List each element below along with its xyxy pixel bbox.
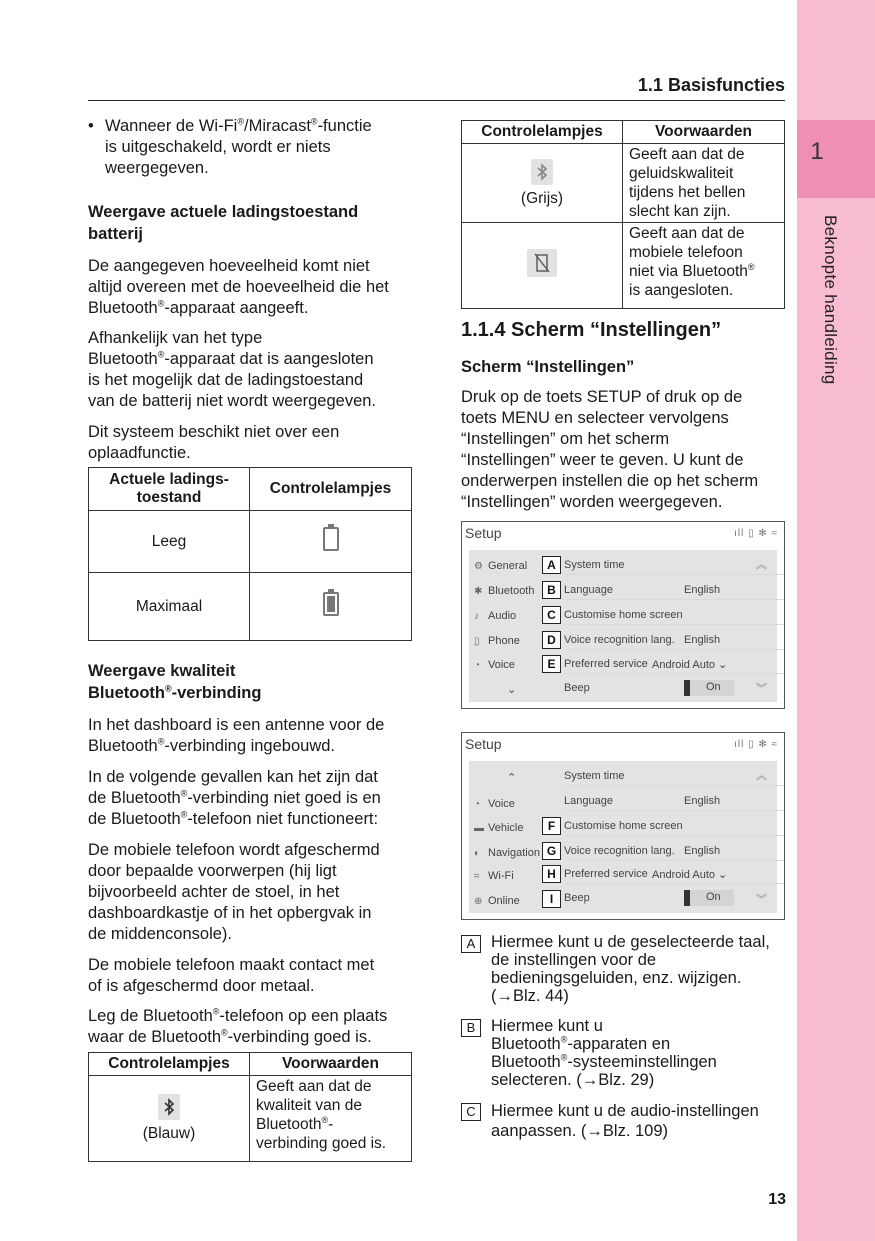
p6-line-2: door bepaalde voorwerpen (hij ligt	[88, 862, 337, 880]
callout-badge: C	[542, 606, 561, 624]
bt-condition-text: Geeft aan dat de kwaliteit van de Bluetooth®- verbinding goed is.	[250, 1076, 412, 1162]
p7-line-1: De mobiele telefoon maakt contact met	[88, 956, 375, 974]
voice-icon: ◔	[474, 660, 481, 671]
callout-badge: I	[542, 890, 561, 908]
battery-table	[88, 467, 412, 641]
bt-table-header-icons: Controlelampjes	[89, 1053, 250, 1076]
section-header: 1.1 Basisfuncties	[637, 75, 785, 95]
beep-toggle[interactable]: On	[684, 890, 734, 906]
p4-line-1: In het dashboard is een antenne voor de	[88, 716, 385, 734]
status-table-header-icons: Controlelampjes	[462, 121, 623, 144]
setting-row-beep[interactable]: Beep On	[564, 888, 784, 908]
bt-table-header-conditions: Voorwaarden	[250, 1053, 412, 1076]
p5-line-1: In de volgende gevallen kan het zijn dat	[88, 768, 378, 786]
setting-row-home-screen[interactable]: Customise home screen	[564, 816, 784, 836]
p1-line-1: De aangegeven hoeveelheid komt niet	[88, 257, 370, 275]
battery-table-header-state: Actuele ladings- toestand	[89, 468, 250, 511]
navigation-icon: ◐	[474, 848, 481, 859]
bt-quality-table	[88, 1052, 412, 1162]
voice-icon: ◔	[474, 799, 481, 810]
scroll-down-icon[interactable]: ︾	[756, 894, 767, 906]
setup-p-line-3: “Instellingen” om het scherm	[461, 430, 670, 448]
sidebar-item-navigation[interactable]: ◐ Navigation	[474, 847, 540, 859]
bullet-dot: •	[88, 117, 94, 135]
screen-title: Setup	[465, 736, 502, 752]
header-divider	[88, 100, 785, 101]
globe-icon: ⊕	[474, 896, 483, 907]
p6-line-3: bijvoorbeeld achter de stoel, in het	[88, 883, 340, 901]
screen-title: Setup	[465, 525, 502, 541]
bt-status-table	[461, 120, 785, 309]
scroll-down-icon[interactable]: ︾	[756, 683, 767, 695]
setting-row-language[interactable]: Language English	[564, 580, 784, 600]
car-icon: ▬	[474, 823, 484, 834]
sidebar-item-general[interactable]: ⚙ General	[474, 560, 528, 572]
scroll-up-icon[interactable]: ︽	[756, 770, 767, 782]
sidebar-item-voice[interactable]: ◔ Voice	[474, 659, 515, 671]
heading-battery-l1: Weergave actuele ladingstoestand	[88, 203, 359, 221]
chevron-down-icon[interactable]: ⌄	[507, 684, 517, 696]
setting-row-preferred-service[interactable]: Preferred service Android Auto ⌄	[564, 864, 784, 884]
p2-line-3: is het mogelijk dat de ladingstoestand	[88, 371, 364, 389]
table-row	[89, 511, 412, 573]
battery-full-icon	[323, 592, 339, 616]
sidebar-item-audio[interactable]: ♪ Audio	[474, 610, 517, 622]
phone-not-connected-icon	[527, 249, 557, 277]
setting-row-beep[interactable]: Beep On	[564, 678, 784, 698]
bluetooth-blue-icon	[158, 1094, 180, 1120]
legend-b-text: Hiermee kunt u Bluetooth®-apparaten en Bluetooth®-systeeminstellingen selecteren. (→Blz. 29)	[491, 1017, 717, 1089]
heading-battery-l2: batterij	[88, 225, 144, 243]
setting-row-voice-lang[interactable]: Voice recognition lang. English	[564, 841, 784, 861]
table-row	[462, 223, 785, 309]
callout-badge: H	[542, 865, 561, 883]
bluetooth-icon: ✱	[474, 586, 483, 597]
setup-p-line-4: “Instellingen” weer te geven. U kunt de	[461, 451, 744, 469]
callout-badge: E	[542, 655, 561, 673]
phone-icon: ▯	[474, 636, 480, 647]
heading-bt-l2: Bluetooth®-verbinding	[88, 683, 262, 702]
p2-line-2: Bluetooth®-apparaat dat is aangesloten	[88, 349, 374, 368]
sidebar-item-phone[interactable]: ▯ Phone	[474, 635, 520, 647]
legend-badge-a: A	[461, 935, 481, 953]
bullet-line-2: is uitgeschakeld, wordt er niets	[105, 138, 331, 156]
status-icons: ıll ▯ ✻ ≈	[734, 739, 778, 750]
heading-bt-l1: Weergave kwaliteit	[88, 662, 236, 680]
p2-line-4: van de batterij niet wordt weergegeven.	[88, 392, 377, 410]
p1-line-3: Bluetooth®-apparaat aangeeft.	[88, 298, 309, 317]
p1-line-2: altijd overeen met de hoeveelheid die het	[88, 278, 389, 296]
status-table-header-conditions: Voorwaarden	[623, 121, 785, 144]
battery-state-empty: Leeg	[89, 511, 250, 573]
setting-row-system-time[interactable]: System time	[564, 766, 784, 786]
setting-row-home-screen[interactable]: Customise home screen	[564, 605, 784, 625]
scroll-up-icon[interactable]: ︽	[756, 559, 767, 571]
p3-line-2: oplaadfunctie.	[88, 444, 191, 462]
beep-toggle[interactable]: On	[684, 680, 734, 696]
chapter-tab[interactable]	[797, 120, 875, 198]
setting-row-system-time[interactable]: System time	[564, 555, 784, 575]
sidebar-item-voice[interactable]: ◔ Voice	[474, 798, 515, 810]
callout-badge: F	[542, 817, 561, 835]
callout-badge: D	[542, 631, 561, 649]
p8-line-2: waar de Bluetooth®-verbinding goed is.	[88, 1027, 372, 1046]
status-icons: ıll ▯ ✻ ≈	[734, 528, 778, 539]
chevron-up-icon[interactable]: ⌃	[507, 772, 517, 784]
p7-line-2: of is afgeschermd door metaal.	[88, 977, 315, 995]
setting-row-language[interactable]: Language English	[564, 791, 784, 811]
page-number: 13	[768, 1191, 786, 1208]
battery-state-full: Maximaal	[89, 573, 250, 641]
legend-badge-b: B	[461, 1019, 481, 1037]
battery-empty-icon	[323, 527, 339, 551]
battery-table-header-icons: Controlelampjes	[250, 468, 412, 511]
p4-line-2: Bluetooth®-verbinding ingebouwd.	[88, 736, 335, 755]
table-row	[89, 573, 412, 641]
section-title: 1.1.4 Scherm “Instellingen”	[461, 319, 722, 341]
p2-line-1: Afhankelijk van het type	[88, 329, 263, 347]
bt-state-label: (Blauw)	[142, 1125, 196, 1142]
gear-icon: ⚙	[474, 561, 483, 572]
callout-badge: B	[542, 581, 561, 599]
wifi-icon: ≈	[474, 871, 480, 882]
bullet-line-3: weergegeven.	[105, 159, 209, 177]
p6-line-1: De mobiele telefoon wordt afgeschermd	[88, 841, 380, 859]
p5-line-2: de Bluetooth®-verbinding niet goed is en	[88, 788, 381, 807]
sidebar-item-bluetooth[interactable]: ✱ Bluetooth	[474, 585, 535, 597]
legend-c-text: Hiermee kunt u de audio-instellingen aanpassen. (→Blz. 109)	[491, 1102, 759, 1140]
setup-p-line-5: onderwerpen instellen die op het scherm	[461, 472, 759, 490]
setup-screen-2	[461, 732, 785, 920]
chapter-title: Beknopte handleiding	[821, 215, 840, 385]
table-row	[89, 1076, 412, 1162]
p6-line-5: de middenconsole).	[88, 925, 233, 943]
setting-row-voice-lang[interactable]: Voice recognition lang. English	[564, 630, 784, 650]
p3-line-1: Dit systeem beschikt niet over een	[88, 423, 340, 441]
setup-p-line-6: “Instellingen” worden weergegeven.	[461, 493, 723, 511]
bluetooth-grey-icon	[531, 159, 553, 185]
music-note-icon: ♪	[474, 611, 479, 622]
grey-state-label: (Grijs)	[520, 189, 564, 207]
chapter-number: 1	[810, 138, 824, 165]
grey-condition-text: Geeft aan dat de geluidskwaliteit tijdens het bellen slecht kan zijn.	[623, 144, 785, 223]
sidebar-item-wifi[interactable]: ≈ Wi-Fi	[474, 870, 514, 882]
legend-badge-c: C	[461, 1103, 481, 1121]
bullet-line-1: Wanneer de Wi-Fi®/Miracast®-functie	[105, 116, 372, 135]
table-row	[462, 144, 785, 223]
sidebar-item-vehicle[interactable]: ▬ Vehicle	[474, 822, 524, 834]
p5-line-3: de Bluetooth®-telefoon niet functioneert:	[88, 809, 379, 828]
setup-p-line-1: Druk op de toets SETUP of druk op de	[461, 388, 743, 406]
not-connected-condition-text: Geeft aan dat de mobiele telefoon niet via Bluetooth® is aangesloten.	[623, 223, 785, 309]
p8-line-1: Leg de Bluetooth®-telefoon op een plaats	[88, 1006, 388, 1025]
setup-screen-1	[461, 521, 785, 709]
callout-badge: A	[542, 556, 561, 574]
legend-a-text: Hiermee kunt u de geselecteerde taal, de instellingen voor de bedieningsgeluiden, enz. wijzigen. (→Blz. 44)	[491, 933, 770, 1005]
callout-badge: G	[542, 842, 561, 860]
setup-p-line-2: toets MENU en selecteer vervolgens	[461, 409, 729, 427]
sidebar-item-online[interactable]: ⊕ Online	[474, 895, 520, 907]
setting-row-preferred-service[interactable]: Preferred service Android Auto ⌄	[564, 654, 784, 674]
subheading-settings: Scherm “Instellingen”	[461, 358, 635, 376]
p6-line-4: dashboardkastje of in het opbergvak in	[88, 904, 372, 922]
